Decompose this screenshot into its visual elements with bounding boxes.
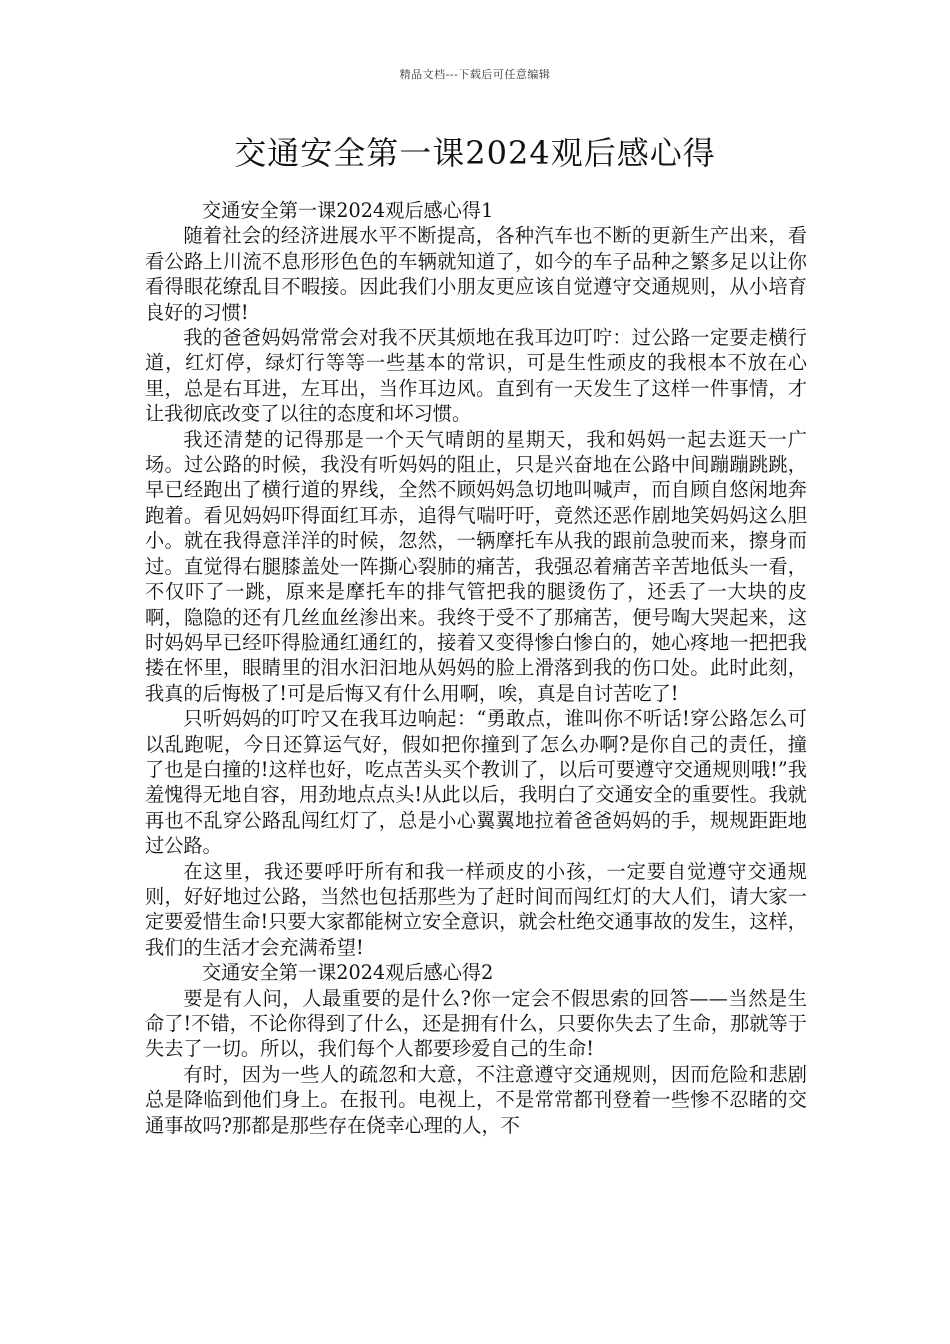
- paragraph: 我还清楚的记得那是一个天气晴朗的星期天，我和妈妈一起去逛天一广场。过公路的时候，我没有听妈妈的阻止，只是兴奋地在公路中间蹦蹦跳跳，早已经跑出了横行道的界线，全然不顾妈妈急切地叫喊声，而自顾自悠闲地奔跑着。看见妈妈吓得面红耳赤，追得气喘吁吁，竟然还恶作剧地笑妈妈这么胆小。就在我得意洋洋的时候，忽然，一辆摩托车从我的跟前急驶而来，擦身而过。直觉得右腿膝盖处一阵撕心裂肺的痛苦，我强忍着痛苦辛苦地低头一看，不仅吓了一跳，原来是摩托车的排气管把我的腿烫伤了，还丢了一大块的皮啊，隐隐的还有几丝血丝渗出来。我终于受不了那痛苦，便号啕大哭起来，这时妈妈早已经吓得脸通红通红的，接着又变得惨白惨白的，她心疼地一把把我搂在怀里，眼睛里的泪水汩汩地从妈妈的脸上滑落到我的伤口处。此时此刻，我真的后悔极了!可是后悔又有什么用啊，唉，真是自讨苦吃了!: [145, 427, 807, 705]
- paragraph: 只听妈妈的叮咛又在我耳边响起：“勇敢点，谁叫你不听话!穿公路怎么可以乱跑呢，今日还算运气好，假如把你撞到了怎么办啊?是你自己的责任，撞了也是白撞的!这样也好，吃点苦头买个教训了，以后可要遵守交通规则哦!”我羞愧得无地自容，用劲地点点头!从此以后，我明白了交通安全的重要性。我就再也不乱穿公路乱闯红灯了，总是小心翼翼地拉着爸爸妈妈的手，规规距距地过公路。: [145, 707, 807, 858]
- paragraph: 随着社会的经济进展水平不断提高，各种汽车也不断的更新生产出来，看看公路上川流不息形形色色的车辆就知道了，如今的车子品种之繁多足以让你看得眼花缭乱目不暇接。因此我们小朋友更应该自觉遵守交通规则，从小培育良好的习惯!: [145, 224, 807, 324]
- paragraph: 要是有人问，人最重要的是什么?你一定会不假思索的回答——当然是生命了!不错，不论你得到了什么，还是拥有什么，只要你失去了生命，那就等于失去了一切。所以，我们每个人都要珍爱自己的生命!: [145, 986, 807, 1061]
- section-heading-2: 交通安全第一课2024观后感心得2: [202, 961, 494, 985]
- header-note: 精品文档---下载后可任意编辑: [399, 68, 551, 81]
- document-title: 交通安全第一课2024观后感心得: [234, 134, 716, 172]
- section-heading-1: 交通安全第一课2024观后感心得1: [202, 199, 494, 222]
- paragraph: 在这里，我还要呼吁所有和我一样顽皮的小孩，一定要自觉遵守交通规则，好好地过公路，当然也包括那些为了赶时间而闯红灯的大人们，请大家一定要爱惜生命!只要大家都能树立安全意识，就会杜绝交通事故的发生，这样，我们的生活才会充满希望!: [145, 859, 807, 959]
- paragraph: 我的爸爸妈妈常常会对我不厌其烦地在我耳边叮咛：过公路一定要走横行道，红灯停，绿灯行等等一些基本的常识，可是生性顽皮的我根本不放在心里，总是右耳进，左耳出，当作耳边风。直到有一天发生了这样一件事情，才让我彻底改变了以往的态度和坏习惯。: [145, 326, 807, 426]
- paragraph: 有时，因为一些人的疏忽和大意，不注意遵守交通规则，因而危险和悲剧总是降临到他们身上。在报刊。电视上，不是常常都刊登着一些惨不忍睹的交通事故吗?那都是那些存在侥幸心理的人，不: [145, 1062, 807, 1137]
- document-body: [145, 198, 807, 1138]
